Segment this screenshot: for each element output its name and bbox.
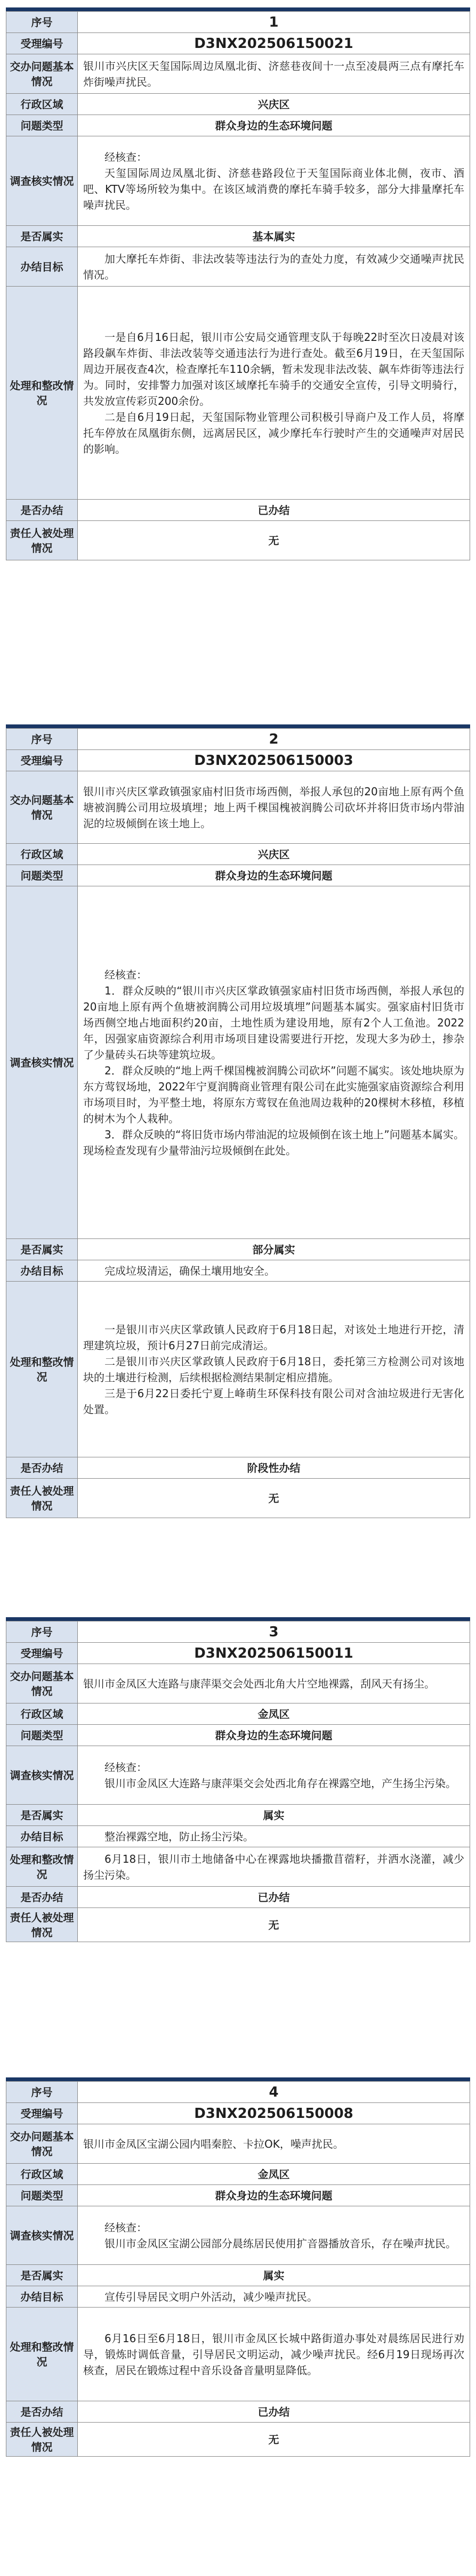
investigation-line: 经核查： [104,2221,147,2234]
label-accountability: 责任人被处理情况 [6,2423,78,2457]
label-seq: 序号 [6,12,78,33]
row-is-closed [6,1457,470,1479]
accountability-value: 无 [78,1908,470,1942]
investigation-value [78,886,470,1239]
row-seq [6,12,470,33]
label-issue-type: 问题类型 [6,1725,78,1746]
label-issue: 交办问题基本情况 [6,2124,78,2164]
row-is-closed [6,2401,470,2423]
row-handling [6,1847,470,1887]
label-goal: 办结目标 [6,2286,78,2308]
label-handling: 处理和整改情况 [6,1282,78,1457]
row-accountability [6,1479,470,1518]
handling-line: 二是自6月19日起，天玺国际物业管理公司积极引导商户及工作人员，将摩托车停放在凤凰街东侧，远离居民区，减少摩托车行驶时产生的交通噪声对居民的影响。 [83,410,464,455]
label-handling: 处理和整改情况 [6,1847,78,1887]
goal-value: 加大摩托车炸街、非法改装等违法行为的查处力度，有效减少交通噪声扰民情况。 [78,247,470,287]
row-handling [6,287,470,500]
row-is-closed [6,1887,470,1908]
row-goal [6,1260,470,1282]
label-issue-type: 问题类型 [6,115,78,136]
is-closed-value: 已办结 [78,2401,470,2423]
label-accountability: 责任人被处理情况 [6,1908,78,1942]
goal-value: 整治裸露空地，防止扬尘污染。 [78,1826,470,1847]
goal-value: 宣传引导居民文明户外活动，减少噪声扰民。 [78,2286,470,2308]
district-value: 兴庆区 [78,94,470,115]
goal-value: 完成垃圾清运，确保土壤用地安全。 [78,1260,470,1282]
case-card-2 [6,724,470,1518]
label-issue: 交办问题基本情况 [6,771,78,844]
row-is-true [6,2265,470,2286]
handling-value [78,287,470,500]
issue-value: 银川市兴庆区掌政镇强家庙村旧货市场西侧，举报人承包的20亩地上原有两个鱼塘被润腾公司用垃圾填埋；地上两千棵国槐被润腾公司砍坏并将旧货市场内带油泥的垃圾倾倒在该土地上。 [78,771,470,844]
is-closed-value: 阶段性办结 [78,1457,470,1479]
row-investigation [6,1746,470,1805]
label-accountability: 责任人被处理情况 [6,521,78,560]
accountability-value: 无 [78,1479,470,1518]
investigation-line: 经核查： [104,968,147,981]
row-is-closed [6,500,470,521]
is-true-value: 属实 [78,2265,470,2286]
row-goal [6,1826,470,1847]
is-closed-value: 已办结 [78,500,470,521]
row-is-true [6,226,470,247]
handling-line: 三是于6月22日委托宁夏上峰萌生环保科技有限公司对含油垃圾进行无害化处置。 [83,1387,464,1416]
row-issue-type [6,115,470,136]
seq-value: 2 [78,729,470,750]
row-seq [6,2082,470,2103]
row-accountability [6,1908,470,1942]
case-table [6,11,470,560]
row-district [6,1703,470,1725]
row-is-true [6,1805,470,1826]
handling-line: 一是自6月16日起，银川市公安局交通管理支队于每晚22时至次日凌晨对该路段飙车炸街、非法改装等交通违法行为进行查处。截至6月19日，在天玺国际周边开展夜查4次，检查摩托车110余辆，暂未发现非法改装、飙车炸街等违法行为。同时，安排警力加强对该区域摩托车骑手的交通安全宣传，引导文明骑行，共发放宣传彩页200余份。 [83,330,464,407]
label-acceptance-no: 受理编号 [6,1643,78,1664]
handling-value [78,2308,470,2401]
label-district: 行政区域 [6,844,78,865]
label-is-true: 是否属实 [6,1805,78,1826]
label-is-closed: 是否办结 [6,500,78,521]
case-card-4 [6,2077,470,2457]
row-is-true [6,1239,470,1260]
investigation-line: 天玺国际周边凤凰北街、济慈巷路段位于天玺国际商业体北侧，夜市、酒吧、KTV等场所较为集中。在该区域消费的摩托车骑手较多，部分大排量摩托车噪声扰民。 [83,166,464,211]
investigation-line: 经核查： [104,1760,147,1774]
acceptance-no-value: D3NX202506150003 [78,750,470,771]
seq-value: 3 [78,1621,470,1643]
investigation-line: 银川市金凤区大连路与康萍渠交会处西北角存在裸露空地，产生扬尘污染。 [104,1776,456,1790]
acceptance-no-value: D3NX202506150008 [78,2103,470,2124]
label-investigation: 调查核实情况 [6,886,78,1239]
row-investigation [6,136,470,226]
case-table [6,728,470,1518]
label-accountability: 责任人被处理情况 [6,1479,78,1518]
label-district: 行政区域 [6,94,78,115]
row-issue [6,1664,470,1703]
handling-line: 二是银川市兴庆区掌政镇人民政府于6月18日，委托第三方检测公司对该地块的土壤进行检测，后续根据检测结果制定相应措施。 [83,1355,464,1384]
label-is-true: 是否属实 [6,226,78,247]
row-goal [6,2286,470,2308]
row-district [6,844,470,865]
handling-value [78,1847,470,1887]
label-investigation: 调查核实情况 [6,136,78,226]
row-handling [6,1282,470,1457]
is-true-value: 基本属实 [78,226,470,247]
issue-type-value: 群众身边的生态环境问题 [78,115,470,136]
row-acceptance-no [6,1643,470,1664]
investigation-line: 2．群众反映的“地上两千棵国槐被润腾公司砍坏”问题不属实。该处地块原为东方莺钗场地，2022年宁夏润腾商业管理有限公司在此实施强家庙资源综合利用市场项目时，为平整土地，将原东方莺钗在鱼池周边栽种的20棵树木移植，移植的树木为个人栽种。 [83,1064,464,1125]
seq-value: 1 [78,12,470,33]
label-is-closed: 是否办结 [6,1887,78,1908]
label-goal: 办结目标 [6,1826,78,1847]
is-true-value: 部分属实 [78,1239,470,1260]
row-district [6,2164,470,2185]
row-acceptance-no [6,750,470,771]
investigation-line: 1．群众反映的“银川市兴庆区掌政镇强家庙村旧货市场西侧，举报人承包的20亩地上原有两个鱼塘被润腾公司用垃圾填埋”问题基本属实。强家庙村旧货市场西侧空地占地面积约20亩，土地性质为建设用地，原有2个人工鱼池。2022年，因强家庙资源综合利用市场项目建设需要进行开挖，发现大多为砂土，掺杂了少量砖头石块等建筑垃圾。 [83,984,464,1061]
row-issue [6,771,470,844]
label-investigation: 调查核实情况 [6,2206,78,2265]
row-handling [6,2308,470,2401]
label-issue-type: 问题类型 [6,865,78,886]
label-investigation: 调查核实情况 [6,1746,78,1805]
handling-line: 6月16日至6月18日，银川市金凤区长城中路街道办事处对晨练居民进行劝导，锻炼时调低音量，引导居民文明运动，减少噪声扰民。经6月19日现场再次核查，居民在锻炼过程中音乐设备音量明显降低。 [83,2332,464,2377]
label-acceptance-no: 受理编号 [6,33,78,54]
acceptance-no-value: D3NX202506150021 [78,33,470,54]
case-card-3 [6,1617,470,1942]
label-seq: 序号 [6,729,78,750]
row-district [6,94,470,115]
label-district: 行政区域 [6,1703,78,1725]
label-is-true: 是否属实 [6,2265,78,2286]
label-seq: 序号 [6,2082,78,2103]
accountability-value: 无 [78,2423,470,2457]
case-table [6,2081,470,2457]
label-district: 行政区域 [6,2164,78,2185]
row-issue-type [6,1725,470,1746]
label-is-closed: 是否办结 [6,1457,78,1479]
is-true-value: 属实 [78,1805,470,1826]
row-acceptance-no [6,33,470,54]
acceptance-no-value: D3NX202506150011 [78,1643,470,1664]
label-is-closed: 是否办结 [6,2401,78,2423]
accountability-value: 无 [78,521,470,560]
issue-value: 银川市金凤区大连路与康萍渠交会处西北角大片空地裸露，刮风天有扬尘。 [78,1664,470,1703]
row-accountability [6,2423,470,2457]
row-investigation [6,886,470,1239]
case-card-1 [6,7,470,560]
label-goal: 办结目标 [6,1260,78,1282]
investigation-value [78,2206,470,2265]
issue-value: 银川市金凤区宝湖公园内唱秦腔、卡拉OK，噪声扰民。 [78,2124,470,2164]
investigation-line: 3．群众反映的“将旧货市场内带油泥的垃圾倾倒在该土地上”问题基本属实。现场检查发现有少量带油污垃圾倾倒在此处。 [83,1128,464,1157]
row-accountability [6,521,470,560]
row-goal [6,247,470,287]
label-issue: 交办问题基本情况 [6,1664,78,1703]
label-seq: 序号 [6,1621,78,1643]
handling-line: 6月18日，银川市土地储备中心在裸露地块播撒苜蓿籽，并洒水浇灌，减少扬尘污染。 [83,1852,464,1881]
investigation-line: 银川市金凤区宝湖公园部分晨练居民使用扩音器播放音乐，存在噪声扰民。 [104,2237,456,2250]
investigation-value [78,136,470,226]
label-handling: 处理和整改情况 [6,2308,78,2401]
issue-type-value: 群众身边的生态环境问题 [78,2185,470,2206]
case-table [6,1621,470,1942]
label-issue: 交办问题基本情况 [6,54,78,94]
label-issue-type: 问题类型 [6,2185,78,2206]
row-seq [6,729,470,750]
row-acceptance-no [6,2103,470,2124]
label-acceptance-no: 受理编号 [6,2103,78,2124]
label-is-true: 是否属实 [6,1239,78,1260]
handling-line: 一是银川市兴庆区掌政镇人民政府于6月18日起，对该处土地进行开挖，清理建筑垃圾，预计6月27日前完成清运。 [83,1323,464,1352]
row-investigation [6,2206,470,2265]
issue-type-value: 群众身边的生态环境问题 [78,1725,470,1746]
investigation-line: 经核查： [104,150,147,164]
label-handling: 处理和整改情况 [6,287,78,500]
district-value: 金凤区 [78,1703,470,1725]
label-goal: 办结目标 [6,247,78,287]
is-closed-value: 已办结 [78,1887,470,1908]
handling-value [78,1282,470,1457]
issue-type-value: 群众身边的生态环境问题 [78,865,470,886]
district-value: 金凤区 [78,2164,470,2185]
row-issue [6,54,470,94]
district-value: 兴庆区 [78,844,470,865]
row-issue-type [6,865,470,886]
row-issue [6,2124,470,2164]
row-issue-type [6,2185,470,2206]
issue-value: 银川市兴庆区天玺国际周边凤凰北街、济慈巷夜间十一点至凌晨两三点有摩托车炸街噪声扰民。 [78,54,470,94]
seq-value: 4 [78,2082,470,2103]
row-seq [6,1621,470,1643]
label-acceptance-no: 受理编号 [6,750,78,771]
investigation-value [78,1746,470,1805]
